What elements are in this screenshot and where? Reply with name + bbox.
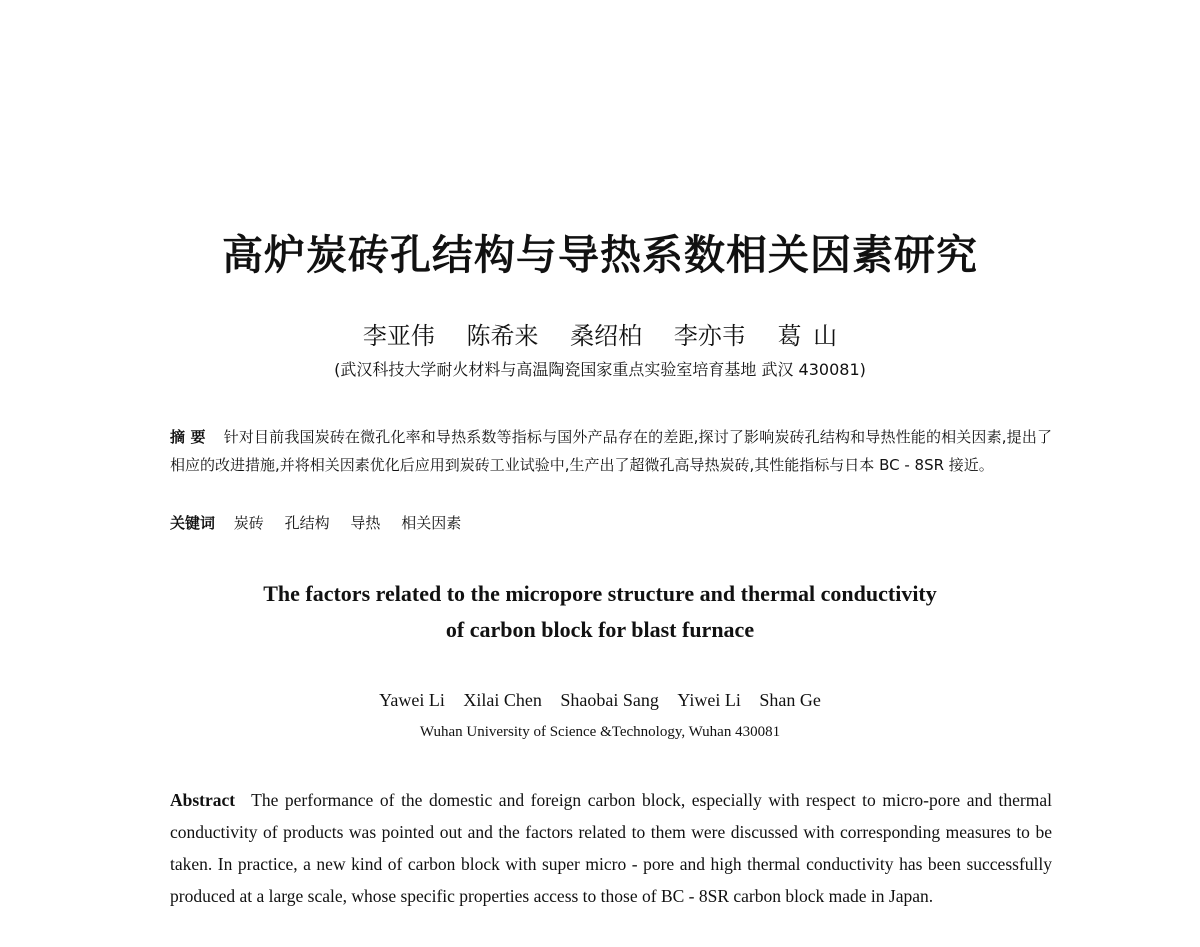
chinese-title: 高炉炭砖孔结构与导热系数相关因素研究	[222, 231, 978, 279]
chinese-author: 葛 山	[777, 322, 838, 350]
chinese-keyword: 导热	[350, 514, 381, 532]
english-abstract	[170, 784, 1052, 912]
english-author: Yawei Li	[379, 690, 445, 710]
english-affiliation: Wuhan University of Science &Technology, Wuhan 430081	[419, 724, 781, 740]
chinese-keyword: 孔结构	[284, 514, 330, 532]
chinese-keywords-label: 关键词	[170, 514, 216, 532]
chinese-keyword: 炭砖	[233, 514, 264, 532]
english-author: Yiwei Li	[677, 690, 741, 710]
chinese-affiliation: (武汉科技大学耐火材料与高温陶瓷国家重点实验室培育基地 武汉 430081)	[334, 360, 866, 379]
english-authors	[0, 690, 1200, 711]
chinese-author: 陈希来	[466, 322, 539, 350]
english-abstract-label: Abstract	[170, 790, 236, 810]
chinese-author: 桑绍柏	[570, 322, 643, 350]
chinese-author: 李亦韦	[673, 322, 746, 350]
chinese-author: 李亚伟	[362, 322, 435, 350]
english-author: Xilai Chen	[463, 690, 542, 710]
chinese-keyword: 相关因素	[401, 514, 462, 532]
english-title-line: of carbon block for blast furnace	[445, 617, 755, 642]
chinese-authors	[0, 316, 1200, 351]
chinese-abstract	[170, 423, 1052, 479]
english-author: Shaobai Sang	[560, 690, 659, 710]
chinese-abstract-text: 针对目前我国炭砖在微孔化率和导热系数等指标与国外产品存在的差距,探讨了影响炭砖孔结构和导热性能的相关因素,提出了相应的改进措施,并将相关因素优化后应用到炭砖工业试验中,生产出了超微孔高导热炭砖,其性能指标与日本 BC - 8SR 接近。	[170, 428, 1052, 474]
english-author: Shan Ge	[759, 690, 821, 710]
chinese-abstract-label: 摘 要	[170, 428, 206, 446]
english-title	[0, 576, 1200, 648]
english-title-line: The factors related to the micropore structure and thermal conductivity	[263, 581, 937, 606]
chinese-keywords	[170, 512, 1052, 533]
english-abstract-text: The performance of the domestic and foreign carbon block, especially with respect to micro-pore and thermal conductivity of products was pointed out and the factors related to them were discussed with corresponding measures to be taken. In practice, a new kind of carbon block with super micro - pore and high thermal conductivity has been successfully produced at a large scale, whose specific properties access to those of BC - 8SR carbon block made in Japan.	[170, 790, 1052, 906]
